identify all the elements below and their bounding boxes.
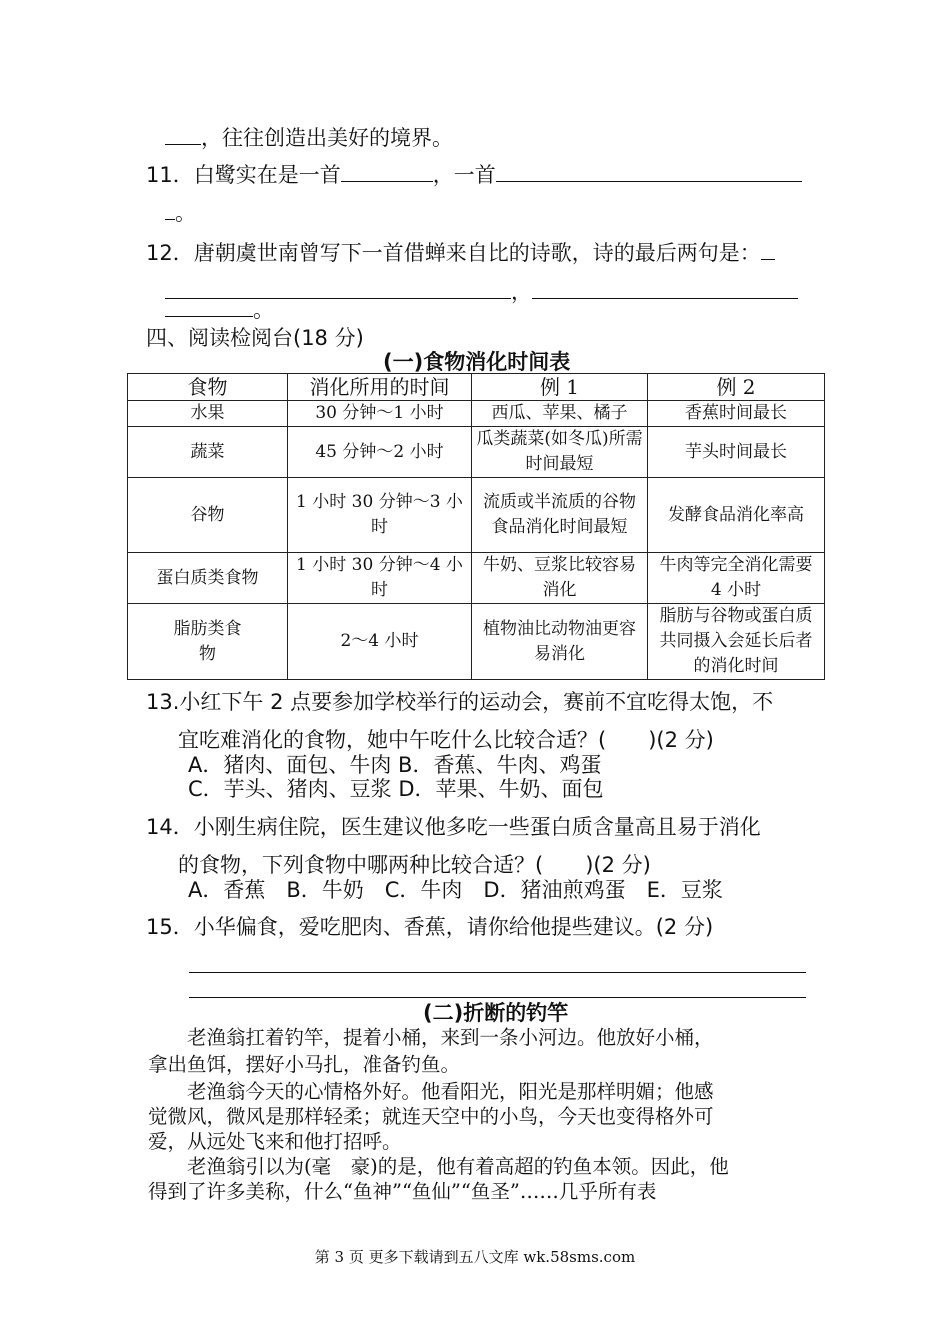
cell-time: 1 小时 30 分钟～3 小时 <box>288 478 472 553</box>
passage-line: 老渔翁今天的心情格外好。他看阳光，阳光是那样明媚；他感 <box>148 1080 714 1103</box>
question-13-options-cd: C．芋头、猪肉、豆浆 D．苹果、牛奶、面包 <box>188 777 604 801</box>
table-row <box>128 553 825 604</box>
passage-title: (二)折断的钓竿 <box>423 1001 569 1025</box>
cell-example-1: 植物油比动物油更容易消化 <box>472 604 648 680</box>
table-row <box>128 401 825 427</box>
section-heading: 四、阅读检阅台(18 分) <box>146 326 364 350</box>
cell-example-1: 西瓜、苹果、橘子 <box>472 401 648 427</box>
answer-line[interactable] <box>189 972 806 973</box>
answer-blank[interactable] <box>532 278 798 299</box>
passage-line: 爱，从远处飞来和他打招呼。 <box>148 1130 402 1153</box>
cell-food: 谷物 <box>128 478 288 553</box>
answer-blank[interactable] <box>165 124 201 145</box>
table-row <box>128 427 825 478</box>
cell-food: 脂肪类食物 <box>128 604 288 680</box>
page-footer: 第 3 页 更多下载请到五八文库 wk.58sms.com <box>314 1248 636 1266</box>
passage-line: 得到了许多美称，什么“鱼神”“鱼仙”“鱼圣”……几乎所有表 <box>148 1180 657 1203</box>
table-row <box>128 478 825 553</box>
cell-example-2: 脂肪与谷物或蛋白质共同摄入会延长后者的消化时间 <box>648 604 825 680</box>
passage-line: 老渔翁扛着钓竿，提着小桶，来到一条小河边。他放好小桶， <box>148 1026 714 1049</box>
answer-blank[interactable] <box>165 296 253 317</box>
cell-food: 蛋白质类食物 <box>128 553 288 604</box>
cell-time: 30 分钟～1 小时 <box>288 401 472 427</box>
q12-comma: ， <box>511 280 532 304</box>
question-13-line1: 13.小红下午 2 点要参加学校举行的运动会，赛前不宜吃得太饱，不 <box>146 690 774 714</box>
q12-text: 12．唐朝虞世南曾写下一首借蝉来自比的诗歌，诗的最后两句是： <box>146 241 761 265</box>
digestion-table <box>127 373 825 680</box>
question-11 <box>146 161 802 188</box>
cell-food: 蔬菜 <box>128 427 288 478</box>
question-12-cont2 <box>165 296 274 323</box>
answer-blank[interactable] <box>496 161 802 182</box>
header-time: 消化所用的时间 <box>288 374 472 401</box>
header-example-2: 例 2 <box>648 374 825 401</box>
answer-blank[interactable] <box>341 161 433 182</box>
q10-tail <box>165 124 453 151</box>
cell-example-2: 发酵食品消化率高 <box>648 478 825 553</box>
answer-blank[interactable] <box>165 199 175 220</box>
q12-end: 。 <box>253 298 274 322</box>
question-11-cont <box>165 199 196 226</box>
question-14-line1: 14．小刚生病住院，医生建议他多吃一些蛋白质含量高且易于消化 <box>146 815 761 839</box>
passage-line: 觉微风，微风是那样轻柔；就连天空中的小鸟，今天也变得格外可 <box>148 1105 714 1128</box>
header-example-1: 例 1 <box>472 374 648 401</box>
passage-line: 老渔翁引以为(毫 豪)的是，他有着高超的钓鱼本领。因此，他 <box>148 1155 729 1178</box>
answer-line[interactable] <box>189 997 806 998</box>
cell-example-2: 香蕉时间最长 <box>648 401 825 427</box>
question-14-options: A．香蕉 B．牛奶 C．牛肉 D．猪油煎鸡蛋 E．豆浆 <box>188 878 723 902</box>
q11-prefix: 11．白鹭实在是一首 <box>146 163 341 187</box>
cell-example-2: 芋头时间最长 <box>648 427 825 478</box>
cell-food: 水果 <box>128 401 288 427</box>
q11-end: 。 <box>175 201 196 225</box>
header-food: 食物 <box>128 374 288 401</box>
question-13-options-ab: A．猪肉、面包、牛肉 B．香蕉、牛肉、鸡蛋 <box>188 753 602 777</box>
cell-time: 45 分钟～2 小时 <box>288 427 472 478</box>
answer-blank[interactable] <box>761 239 775 260</box>
table-title: (一)食物消化时间表 <box>383 350 571 374</box>
q11-mid: ，一首 <box>432 163 496 187</box>
passage-line: 拿出鱼饵，摆好小马扎，准备钓鱼。 <box>148 1053 461 1076</box>
table-row <box>128 604 825 680</box>
table-header-row <box>128 374 825 401</box>
cell-time: 2～4 小时 <box>288 604 472 680</box>
cell-time: 1 小时 30 分钟～4 小时 <box>288 553 472 604</box>
cell-example-1: 瓜类蔬菜(如冬瓜)所需时间最短 <box>472 427 648 478</box>
question-15: 15．小华偏食，爱吃肥肉、香蕉，请你给他提些建议。(2 分) <box>146 915 714 939</box>
question-14-line2: 的食物，下列食物中哪两种比较合适？( )(2 分) <box>178 853 651 877</box>
question-12 <box>146 239 775 266</box>
cell-example-1: 牛奶、豆浆比较容易消化 <box>472 553 648 604</box>
cell-example-1: 流质或半流质的谷物食品消化时间最短 <box>472 478 648 553</box>
q10-tail-text: ，往往创造出美好的境界。 <box>201 126 453 150</box>
question-13-line2: 宜吃难消化的食物，她中午吃什么比较合适？( )(2 分) <box>178 728 714 752</box>
cell-example-2: 牛肉等完全消化需要 4 小时 <box>648 553 825 604</box>
